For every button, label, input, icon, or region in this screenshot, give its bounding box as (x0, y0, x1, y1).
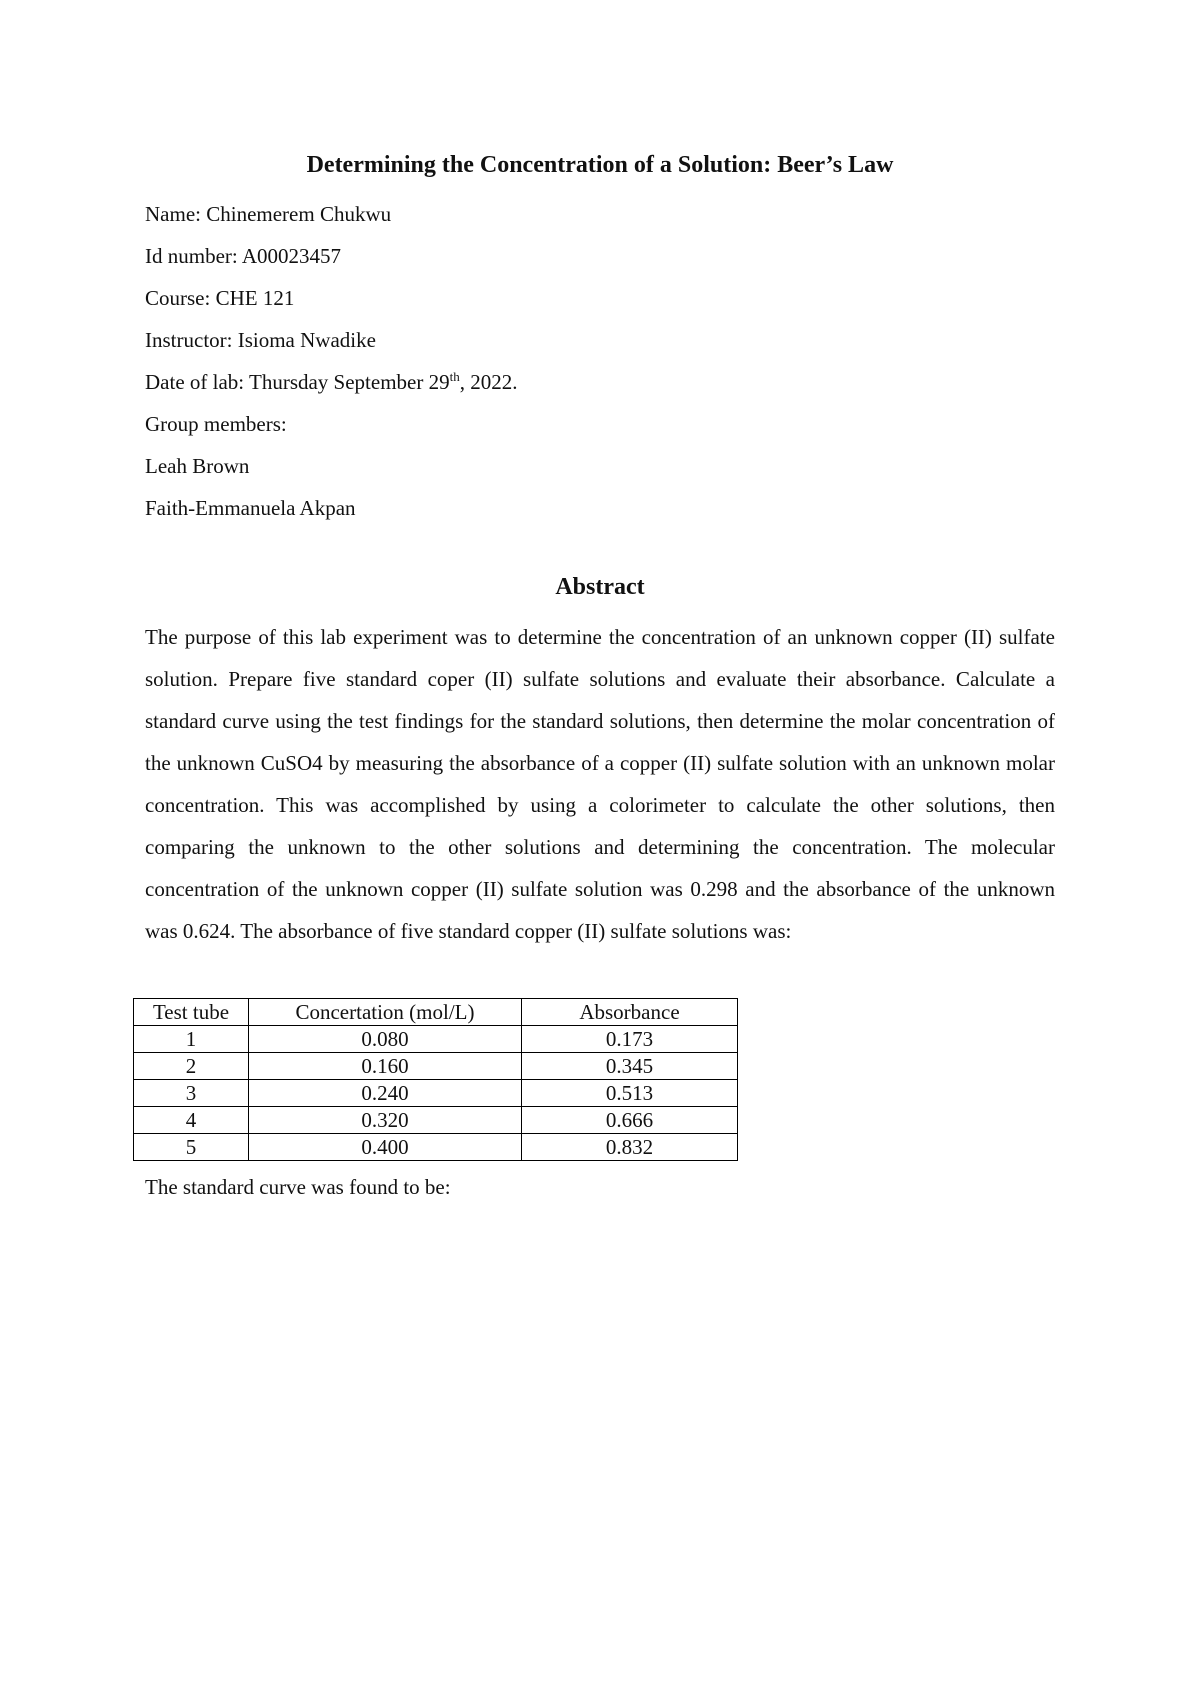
group-members-label: Group members: (145, 412, 287, 436)
table-row (134, 1080, 738, 1107)
cell-test-tube: 5 (134, 1134, 249, 1161)
cell-absorbance: 0.513 (522, 1080, 738, 1107)
name-line: Name: Chinemerem Chukwu (145, 202, 392, 226)
group-member: Faith-Emmanuela Akpan (145, 496, 356, 520)
group-member: Leah Brown (145, 454, 250, 478)
author-info (145, 193, 518, 529)
abstract-heading: Abstract (555, 574, 645, 600)
standard-curve-intro: The standard curve was found to be: (145, 1175, 451, 1199)
table-header-row (134, 999, 738, 1026)
cell-concentration: 0.160 (249, 1053, 522, 1080)
table-row (134, 1134, 738, 1161)
id-number-line: Id number: A00023457 (145, 244, 341, 268)
date-ordinal: th (449, 369, 460, 384)
standards-table (133, 998, 738, 1161)
abstract-body: The purpose of this lab experiment was to determine the concentration of an unknown copper (II) sulfate solution. Prepare five standard coper (II) sulfate solutions and evaluate their absorbance. Calculate a standard curve using the test findings for the standard solutions, then determine the molar concentration of the unknown CuSO4 by measuring the absorbance of a copper (II) sulfate solution with an unknown molar concentration. This was accomplished by using a colorimeter to calculate the other solutions, then comparing the unknown to the other solutions and determining the concentration. The molecular concentration of the unknown copper (II) sulfate solution was 0.298 and the absorbance of the unknown was 0.624. The absorbance of five standard copper (II) sulfate solutions was: (145, 625, 1055, 943)
cell-test-tube: 2 (134, 1053, 249, 1080)
cell-absorbance: 0.666 (522, 1107, 738, 1134)
date-suffix: , 2022. (459, 370, 518, 394)
cell-test-tube: 4 (134, 1107, 249, 1134)
table-row (134, 1053, 738, 1080)
course-line: Course: CHE 121 (145, 286, 295, 310)
date-line (145, 361, 518, 403)
date-prefix: Date of lab: Thursday September 29 (145, 370, 450, 394)
instructor-line: Instructor: Isioma Nwadike (145, 328, 376, 352)
table-row (134, 1026, 738, 1053)
cell-absorbance: 0.173 (522, 1026, 738, 1053)
column-header-test-tube: Test tube (134, 999, 249, 1026)
cell-absorbance: 0.832 (522, 1134, 738, 1161)
cell-test-tube: 3 (134, 1080, 249, 1107)
cell-absorbance: 0.345 (522, 1053, 738, 1080)
cell-concentration: 0.080 (249, 1026, 522, 1053)
cell-concentration: 0.400 (249, 1134, 522, 1161)
column-header-concentration: Concertation (mol/L) (249, 999, 522, 1026)
table-row (134, 1107, 738, 1134)
cell-concentration: 0.320 (249, 1107, 522, 1134)
document-title: Determining the Concentration of a Solution: Beer’s Law (306, 152, 894, 178)
column-header-absorbance: Absorbance (522, 999, 738, 1026)
cell-test-tube: 1 (134, 1026, 249, 1053)
cell-concentration: 0.240 (249, 1080, 522, 1107)
